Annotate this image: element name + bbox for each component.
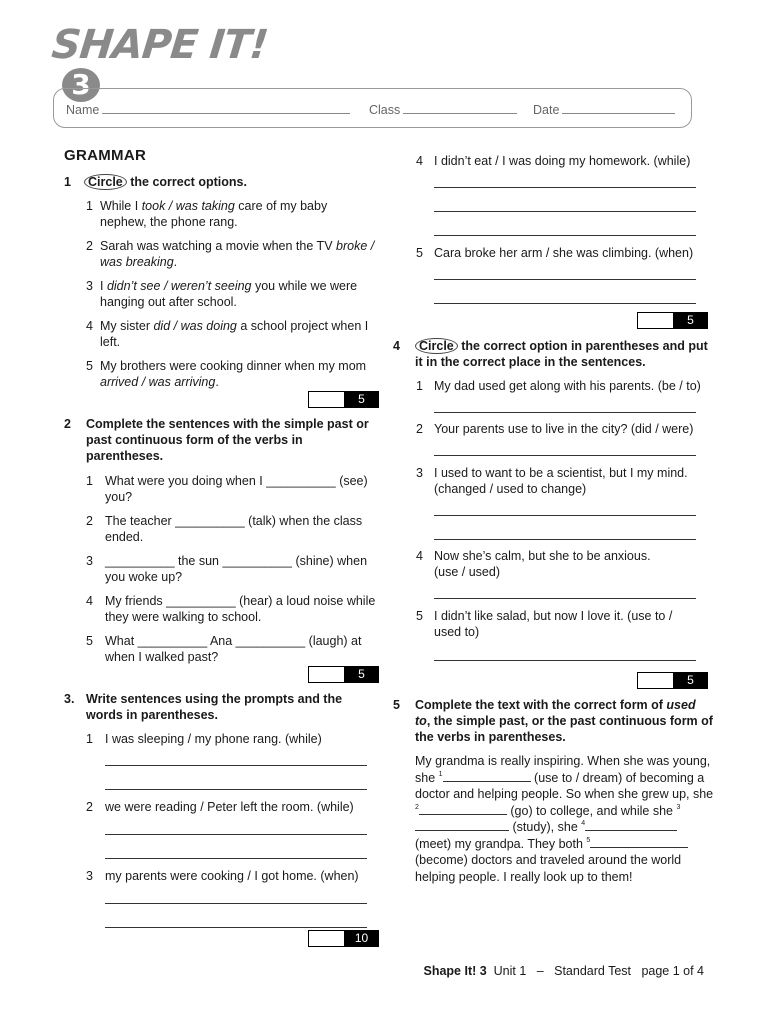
item-pre: While I bbox=[100, 199, 142, 213]
answer-line[interactable] bbox=[434, 598, 696, 599]
section-title: GRAMMAR bbox=[64, 147, 147, 164]
answer-line[interactable] bbox=[105, 903, 367, 904]
footer-test: Standard Test bbox=[554, 964, 632, 978]
q4-score-total: 5 bbox=[673, 672, 708, 689]
q1-item bbox=[86, 318, 376, 354]
date-field[interactable] bbox=[533, 102, 675, 118]
option-1[interactable]: took bbox=[141, 199, 166, 213]
q5-number: 5 bbox=[393, 698, 400, 712]
item-text bbox=[100, 318, 376, 350]
q2-item bbox=[86, 473, 378, 509]
item-number: 2 bbox=[416, 422, 423, 436]
gap-number: 1 bbox=[438, 770, 443, 778]
q3-continued-score-total: 5 bbox=[673, 312, 708, 329]
item-text: __________ the sun __________ (shine) when you woke up? bbox=[105, 554, 368, 584]
footer-unit: Unit 1 bbox=[493, 964, 527, 978]
answer-line[interactable] bbox=[434, 279, 696, 280]
q2-item bbox=[86, 513, 378, 549]
item-number: 3 bbox=[86, 554, 93, 568]
q5-instruction-em: used to bbox=[415, 698, 696, 728]
item-text: My dad used get along with his parents. (be / to) bbox=[434, 379, 701, 393]
q3-instruction bbox=[64, 691, 378, 725]
item-number: 1 bbox=[86, 199, 93, 213]
passage-text: (use to / dream) of becoming a doctor and helping people. So when she grew up, she bbox=[415, 770, 714, 801]
q1-item bbox=[86, 198, 356, 234]
item-number: 5 bbox=[416, 609, 423, 623]
footer-brand: Shape It! 3 bbox=[423, 964, 487, 978]
gap-number: 2 bbox=[415, 803, 419, 811]
answer-line[interactable] bbox=[434, 303, 696, 304]
passage-text: My grandma is really inspiring. When she was young, she bbox=[415, 754, 711, 785]
answer-line[interactable] bbox=[105, 789, 367, 790]
q2-item bbox=[86, 633, 378, 669]
q5-text-passage bbox=[415, 753, 715, 885]
answer-line[interactable] bbox=[105, 765, 367, 766]
q1-number: 1 bbox=[64, 175, 71, 189]
item-number: 4 bbox=[86, 594, 93, 608]
q2-number: 2 bbox=[64, 417, 71, 431]
q4-item bbox=[416, 548, 716, 584]
q4-number: 4 bbox=[393, 339, 400, 353]
item-post: a school project when I left. bbox=[100, 319, 369, 349]
answer-line[interactable] bbox=[434, 539, 696, 540]
item-text: Your parents use to live in the city? (did / were) bbox=[434, 422, 694, 436]
q1-score-total: 5 bbox=[344, 391, 379, 408]
item-text: What __________ Ana __________ (laugh) at when I walked past? bbox=[105, 634, 362, 664]
answer-line[interactable] bbox=[105, 858, 367, 859]
item-text: My friends __________ (hear) a loud noise while they were walking to school. bbox=[105, 594, 376, 624]
q5-instruction-post: , the simple past, or the past continuous form of the verbs in parentheses. bbox=[415, 714, 713, 744]
q2-item bbox=[86, 593, 378, 629]
item-pre: My sister bbox=[100, 319, 154, 333]
option-1[interactable]: arrived bbox=[100, 375, 139, 389]
option-2[interactable]: was breaking bbox=[100, 255, 174, 269]
circle-label: Circle bbox=[415, 338, 458, 354]
q2-instruction-text: Complete the sentences with the simple past or past continuous form of the verbs in parentheses. bbox=[86, 417, 369, 463]
q4-item bbox=[416, 608, 716, 644]
answer-line[interactable] bbox=[434, 235, 696, 236]
option-2[interactable]: was taking bbox=[175, 199, 235, 213]
item-number: 2 bbox=[86, 800, 93, 814]
q1-item bbox=[86, 358, 376, 394]
item-text bbox=[100, 358, 376, 390]
answer-line[interactable] bbox=[434, 455, 696, 456]
circle-label: Circle bbox=[84, 174, 127, 190]
item-number: 5 bbox=[86, 634, 93, 648]
q5-instruction bbox=[393, 697, 713, 747]
option-1[interactable]: didn’t see bbox=[106, 279, 161, 293]
item-text: my parents were cooking / I got home. (when) bbox=[105, 869, 359, 883]
item-text: The teacher __________ (talk) when the class ended. bbox=[105, 514, 363, 544]
item-number: 1 bbox=[86, 474, 93, 488]
item-pre: My brothers were cooking dinner when my mom bbox=[100, 359, 367, 373]
item-text: I was sleeping / my phone rang. (while) bbox=[105, 732, 322, 746]
item-post: . bbox=[173, 255, 178, 269]
q1-item bbox=[86, 238, 376, 274]
name-field[interactable] bbox=[66, 102, 350, 118]
option-separator: / bbox=[165, 199, 176, 213]
gap-number: 3 bbox=[676, 803, 681, 811]
q2-item bbox=[86, 553, 378, 589]
q4-item bbox=[416, 465, 716, 501]
class-label: Class bbox=[369, 103, 401, 117]
footer-dash: – bbox=[536, 964, 544, 978]
option-2[interactable]: was arriving bbox=[148, 375, 216, 389]
gap-blank[interactable] bbox=[419, 803, 507, 815]
item-number: 3 bbox=[86, 279, 93, 293]
name-label: Name bbox=[66, 103, 100, 117]
item-number: 4 bbox=[86, 319, 93, 333]
item-number: 1 bbox=[416, 379, 423, 393]
gap-blank[interactable] bbox=[590, 836, 688, 848]
option-separator: / bbox=[138, 375, 149, 389]
q4-score-box[interactable] bbox=[637, 672, 707, 689]
item-number: 4 bbox=[416, 549, 423, 563]
item-number: 5 bbox=[86, 359, 93, 373]
passage-text: (become) doctors and traveled around the world helping people. I really look up to them! bbox=[415, 853, 682, 884]
gap-blank[interactable] bbox=[585, 819, 677, 831]
item-text bbox=[100, 278, 376, 310]
item-number: 3 bbox=[86, 869, 93, 883]
item-text bbox=[100, 238, 376, 270]
q2-instruction bbox=[64, 416, 378, 466]
logo-number: 3 bbox=[62, 68, 100, 102]
page-footer bbox=[423, 963, 704, 979]
date-label: Date bbox=[533, 103, 560, 117]
item-post: . bbox=[215, 375, 219, 389]
q4-instruction-text: the correct option in parentheses and put it in the correct place in the sentences. bbox=[415, 339, 708, 369]
q3-instruction-text: Write sentences using the prompts and the words in parentheses. bbox=[86, 692, 343, 722]
q2-score-box[interactable] bbox=[308, 666, 378, 683]
q1-instruction-text: the correct options. bbox=[130, 175, 247, 189]
passage-text: (meet) my grandpa. They both bbox=[415, 836, 587, 851]
item-post: you while we were hanging out after school. bbox=[100, 279, 358, 309]
answer-line[interactable] bbox=[434, 660, 696, 661]
item-pre: Sarah was watching a movie when the TV bbox=[100, 239, 337, 253]
item-text: I didn’t like salad, but now I love it. (use to / used to) bbox=[434, 609, 673, 639]
option-2[interactable]: weren’t seeing bbox=[170, 279, 252, 293]
logo-text: SHAPE IT! bbox=[49, 22, 270, 68]
option-2[interactable]: was doing bbox=[180, 319, 237, 333]
option-1[interactable]: did bbox=[153, 319, 171, 333]
q4-instruction bbox=[393, 338, 713, 372]
gap-blank[interactable] bbox=[415, 819, 509, 831]
q1-item bbox=[86, 278, 376, 314]
answer-line[interactable] bbox=[434, 412, 696, 413]
item-post: care of my baby nephew, the phone rang. bbox=[100, 199, 328, 229]
option-1[interactable]: broke bbox=[336, 239, 368, 253]
option-separator: / bbox=[170, 319, 181, 333]
gap-number: 4 bbox=[581, 820, 586, 827]
item-number: 3 bbox=[416, 466, 423, 480]
item-number: 4 bbox=[416, 154, 423, 168]
q1-score-box[interactable] bbox=[308, 391, 378, 408]
item-text: Cara broke her arm / she was climbing. (when) bbox=[434, 246, 694, 260]
item-text: Now she’s calm, but she to be anxious. (use / used) bbox=[434, 549, 651, 579]
item-pre: I bbox=[100, 279, 107, 293]
answer-line[interactable] bbox=[434, 211, 696, 212]
answer-line[interactable] bbox=[434, 515, 696, 516]
q3-score-total: 10 bbox=[344, 930, 379, 947]
gap-blank[interactable] bbox=[443, 770, 531, 782]
item-text: we were reading / Peter left the room. (while) bbox=[105, 800, 354, 814]
item-text: I didn’t eat / I was doing my homework. (while) bbox=[434, 154, 691, 168]
item-number: 2 bbox=[86, 239, 93, 253]
q3-score-box[interactable] bbox=[308, 930, 378, 947]
q3-continued-score-box[interactable] bbox=[637, 312, 707, 329]
option-separator: / bbox=[160, 279, 171, 293]
q2-score-total: 5 bbox=[344, 666, 379, 683]
answer-line[interactable] bbox=[105, 834, 367, 835]
q5-instruction-pre: Complete the text with the correct form of bbox=[415, 698, 667, 712]
student-info-box bbox=[53, 88, 692, 128]
item-text bbox=[100, 198, 356, 230]
class-field[interactable] bbox=[369, 102, 517, 118]
option-separator: / bbox=[367, 239, 375, 253]
answer-line[interactable] bbox=[105, 927, 367, 928]
q3-number: 3. bbox=[64, 692, 75, 706]
passage-text: (go) to college, and while she bbox=[510, 803, 677, 818]
item-text: What were you doing when I __________ (see) you? bbox=[105, 474, 368, 504]
answer-line[interactable] bbox=[434, 187, 696, 188]
item-number: 5 bbox=[416, 246, 423, 260]
item-number: 2 bbox=[86, 514, 93, 528]
gap-number: 5 bbox=[586, 836, 591, 844]
logo bbox=[49, 22, 292, 101]
footer-page: page 1 of 4 bbox=[641, 964, 704, 978]
item-number: 1 bbox=[86, 732, 93, 746]
item-text: I used to want to be a scientist, but I my mind. (changed / used to change) bbox=[434, 466, 688, 496]
passage-text: (study), she bbox=[512, 820, 582, 834]
